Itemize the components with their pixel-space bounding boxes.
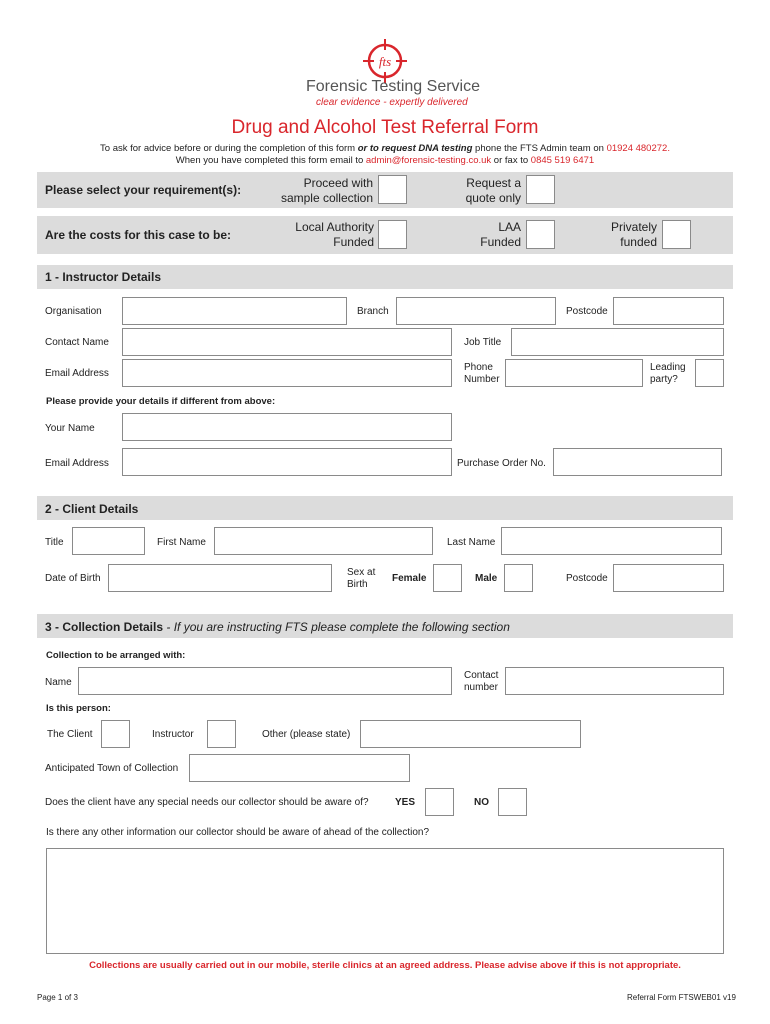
intro-email-link[interactable]: admin@forensic-testing.co.uk [365, 155, 492, 166]
intro-dna-emphasis: or to request DNA testing [357, 143, 473, 154]
client-postcode-label: Postcode [566, 573, 608, 584]
other-label: Other (please state) [262, 729, 351, 740]
other-info-textarea[interactable] [46, 848, 724, 954]
phone-label [464, 362, 500, 386]
intro-text-a: To ask for advice before or during the completion of this form [100, 143, 358, 154]
phone-label-line2: Number [464, 374, 500, 385]
section2-band [37, 496, 733, 520]
footer-form-ref: Referral Form FTSWEB01 v19 [627, 993, 736, 1002]
option-la-funded-label [260, 220, 374, 250]
contact-name-label: Contact Name [45, 337, 109, 348]
client-postcode-input[interactable] [613, 564, 724, 592]
email-input[interactable] [122, 359, 452, 387]
proceed-checkbox[interactable] [378, 175, 407, 204]
phone-label-line1: Phone [464, 362, 493, 373]
job-title-label: Job Title [464, 337, 502, 348]
title-input[interactable] [72, 527, 145, 555]
logo-tagline: clear evidence - expertly delivered [316, 97, 468, 108]
postcode-label: Postcode [566, 306, 608, 317]
the-client-checkbox[interactable] [101, 720, 130, 748]
contact-number-line2: number [464, 682, 498, 693]
sex-line1: Sex at [347, 567, 376, 578]
your-name-input[interactable] [122, 413, 452, 441]
contact-name-input[interactable] [122, 328, 452, 356]
email2-label: Email Address [45, 458, 109, 469]
yes-checkbox[interactable] [425, 788, 454, 816]
intro-line-2 [0, 155, 770, 166]
laa-funded-checkbox[interactable] [526, 220, 555, 249]
quote-checkbox[interactable] [526, 175, 555, 204]
section3-heading [45, 620, 510, 634]
intro-fax[interactable]: 0845 519 6471 [530, 155, 595, 166]
contact-number-input[interactable] [505, 667, 724, 695]
organisation-label: Organisation [45, 306, 102, 317]
branch-label: Branch [357, 306, 389, 317]
intro-text-2b: or fax to [491, 155, 531, 166]
male-label: Male [475, 573, 498, 584]
other-info-label: Is there any other information our collector should be aware of ahead of the collection? [46, 827, 430, 838]
email-label: Email Address [45, 368, 109, 379]
intro-line-1 [0, 143, 770, 154]
option-proceed-label [250, 176, 373, 206]
sex-line2: Birth [347, 579, 368, 590]
job-title-input[interactable] [511, 328, 724, 356]
no-checkbox[interactable] [498, 788, 527, 816]
leading-party-checkbox[interactable] [695, 359, 724, 387]
costs-label: Are the costs for this case to be: [45, 228, 232, 242]
your-name-label: Your Name [45, 423, 95, 434]
different-details-note: Please provide your details if different from above: [46, 396, 276, 407]
male-checkbox[interactable] [504, 564, 533, 592]
first-name-label: First Name [157, 537, 206, 548]
intro-text-c: phone the FTS Admin team on [472, 143, 607, 154]
town-label: Anticipated Town of Collection [45, 763, 179, 774]
no-label: NO [474, 797, 489, 808]
organisation-input[interactable] [122, 297, 347, 325]
yes-label: YES [395, 797, 416, 808]
option-laa-line1: LAA [498, 220, 521, 234]
la-funded-checkbox[interactable] [378, 220, 407, 249]
town-input[interactable] [189, 754, 410, 782]
collection-name-input[interactable] [78, 667, 452, 695]
instructor-label: Instructor [152, 729, 194, 740]
po-input[interactable] [553, 448, 722, 476]
option-quote-line2: quote only [465, 191, 521, 205]
first-name-input[interactable] [214, 527, 433, 555]
option-private-line2: funded [620, 235, 657, 249]
dob-input[interactable] [108, 564, 332, 592]
is-this-person-label: Is this person: [46, 703, 111, 714]
branch-input[interactable] [396, 297, 556, 325]
leading-party-label [650, 362, 686, 386]
section1-title: 1 - Instructor Details [45, 270, 162, 284]
option-private-label [570, 220, 657, 250]
option-private-line1: Privately [610, 220, 657, 234]
title-label: Title [45, 537, 64, 548]
special-needs-label: Does the client have any special needs our collector should be aware of? [45, 797, 369, 808]
option-quote-line1: Request a [466, 176, 521, 190]
private-funded-checkbox[interactable] [662, 220, 691, 249]
email2-input[interactable] [122, 448, 452, 476]
option-proceed-line1: Proceed with [303, 176, 373, 190]
logo-mark-text: fts [378, 54, 392, 69]
leading-line2: party? [650, 374, 678, 385]
contact-number-label [464, 670, 498, 694]
option-proceed-line2: sample collection [280, 191, 373, 205]
clinic-note: Collections are usually carried out in our mobile, sterile clinics at an agreed address. Please advise above if this is not appropriate. [89, 960, 681, 971]
intro-text-2a: When you have completed this form email to [175, 155, 366, 166]
leading-line1: Leading [650, 362, 686, 373]
option-la-line2: Funded [333, 235, 374, 249]
arranged-with-label: Collection to be arranged with: [46, 650, 186, 661]
requirements-label: Please select your requirement(s): [45, 183, 242, 197]
sex-label [347, 567, 375, 591]
section2-title: 2 - Client Details [45, 502, 139, 516]
instructor-checkbox[interactable] [207, 720, 236, 748]
option-laa-funded-label [440, 220, 521, 250]
option-laa-line2: Funded [480, 235, 521, 249]
other-input[interactable] [360, 720, 581, 748]
option-quote-label [420, 176, 521, 206]
last-name-label: Last Name [447, 537, 496, 548]
female-checkbox[interactable] [433, 564, 462, 592]
the-client-label: The Client [47, 729, 93, 740]
option-la-line1: Local Authority [295, 220, 374, 234]
section3-title: 3 - Collection Details [45, 620, 164, 634]
phone-input[interactable] [505, 359, 643, 387]
footer-page-number: Page 1 of 3 [37, 993, 78, 1002]
section3-title-note: - If you are instructing FTS please complete the following section [163, 620, 510, 634]
intro-phone[interactable]: 01924 480272. [606, 143, 670, 154]
po-label: Purchase Order No. [457, 458, 546, 469]
contact-number-line1: Contact [464, 670, 499, 681]
instructor-postcode-input[interactable] [613, 297, 724, 325]
collection-name-label: Name [45, 677, 72, 688]
logo-name: Forensic Testing Service [306, 78, 480, 95]
female-label: Female [392, 573, 427, 584]
last-name-input[interactable] [501, 527, 722, 555]
page-title: Drug and Alcohol Test Referral Form [231, 117, 539, 138]
dob-label: Date of Birth [45, 573, 101, 584]
